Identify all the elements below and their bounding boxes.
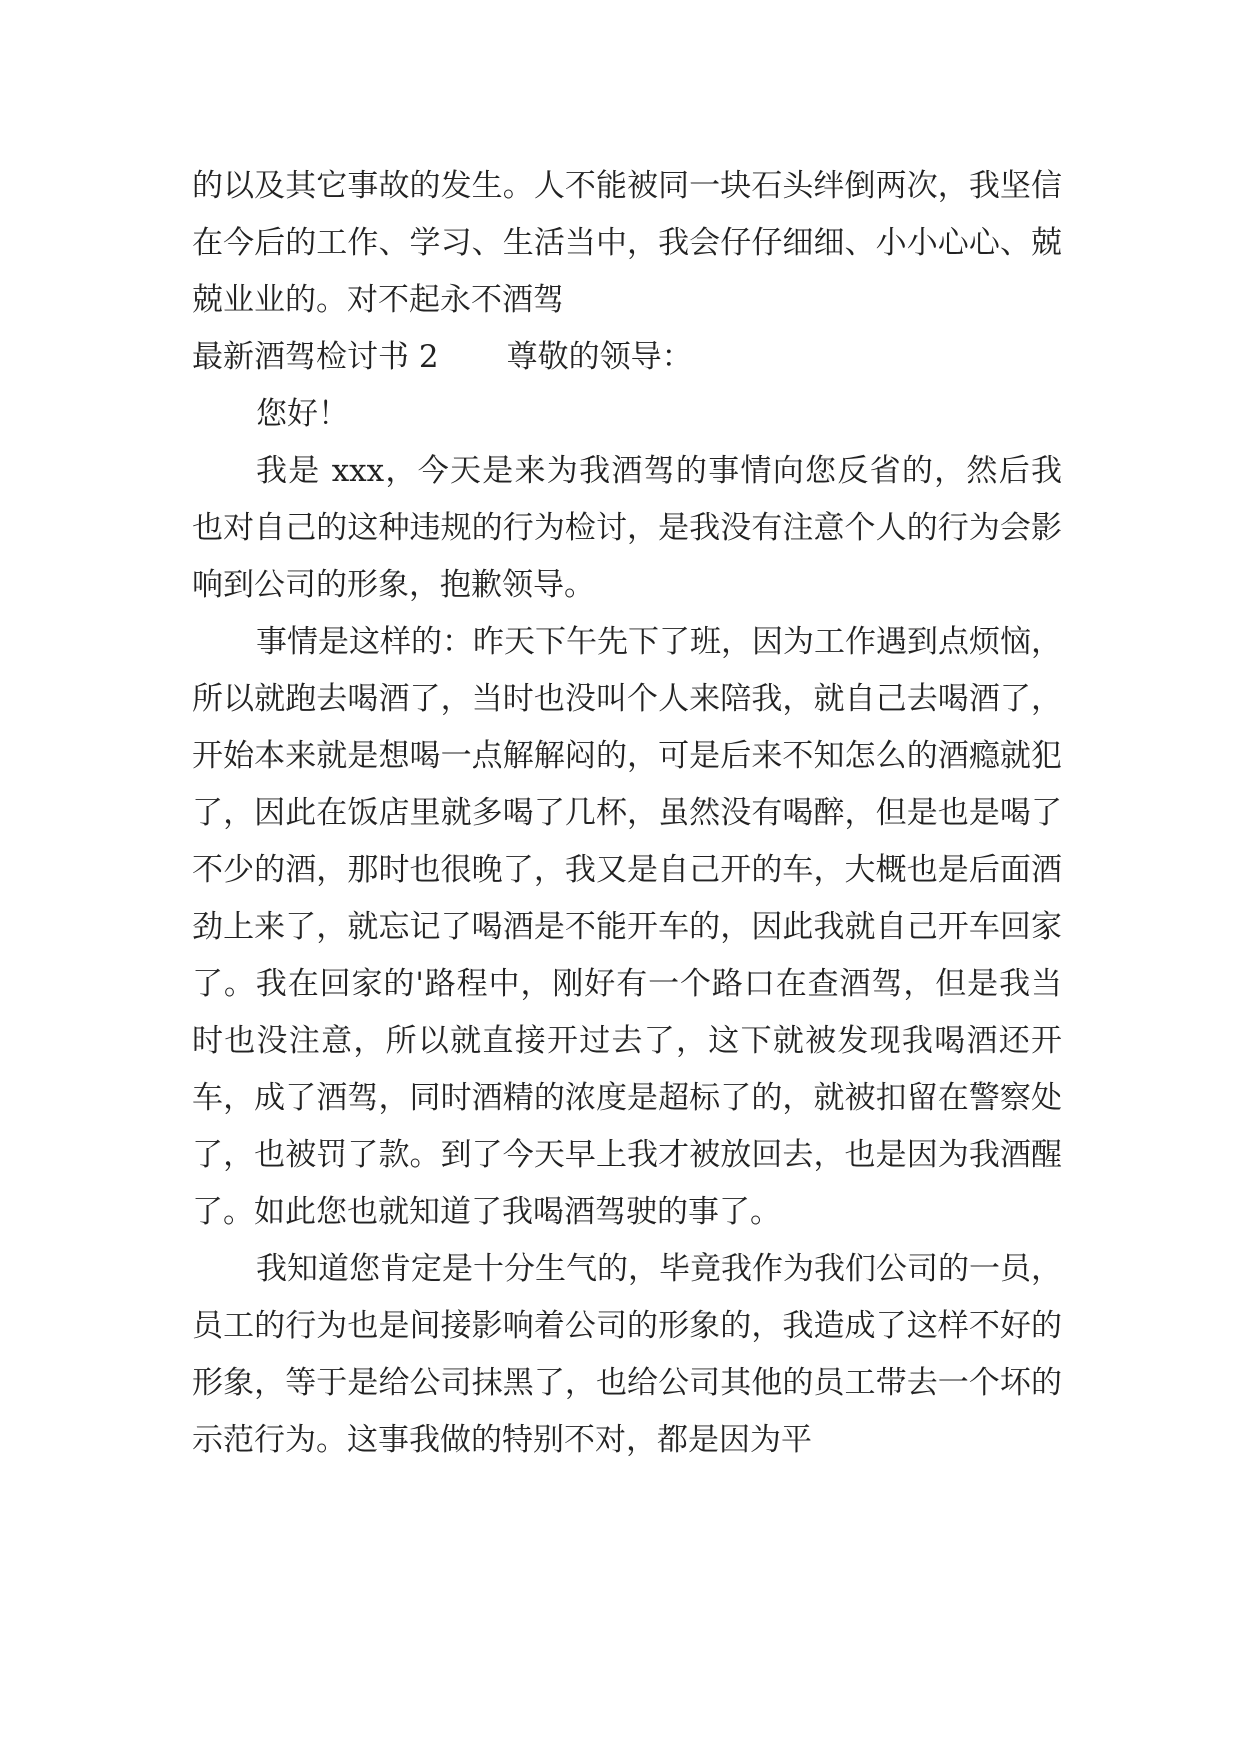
paragraph-reflection: 我知道您肯定是十分生气的，毕竟我作为我们公司的一员，员工的行为也是间接影响着公司的形象的，我造成了这样不好的形象，等于是给公司抹黑了，也给公司其他的员工带去一个坏的示范行为。这事我做的特别不对，都是因为平 <box>192 1251 1062 1458</box>
section-title: 最新酒驾检讨书 2 <box>192 339 439 375</box>
paragraph-introduction: 我是 xxx，今天是来为我酒驾的事情向您反省的，然后我也对自己的这种违规的行为检讨，是我没有注意个人的行为会影响到公司的形象，抱歉领导。 <box>192 453 1062 603</box>
paragraph-incident: 事情是这样的：昨天下午先下了班，因为工作遇到点烦恼，所以就跑去喝酒了，当时也没叫个人来陪我，就自己去喝酒了，开始本来就是想喝一点解解闷的，可是后来不知怎么的酒瘾就犯了，因此在饭店里就多喝了几杯，虽然没有喝醉，但是也是喝了不少的酒，那时也很晚了，我又是自己开的车，大概也是后面酒劲上来了，就忘记了喝酒是不能开车的，因此我就自己开车回家了。我在回家的'路程中，刚好有一个路口在查酒驾，但是我当时也没注意，所以就直接开过去了，这下就被发现我喝酒还开车，成了酒驾，同时酒精的浓度是超标了的，就被扣留在警察处了，也被罚了款。到了今天早上我才被放回去，也是因为我酒醒了。如此您也就知道了我喝酒驾驶的事了。 <box>192 624 1062 1230</box>
salutation: 尊敬的领导： <box>506 339 693 375</box>
greeting: 您好！ <box>256 396 349 432</box>
section-heading-line <box>192 329 1062 386</box>
document-body <box>192 158 1062 1469</box>
paragraph-continuation: 的以及其它事故的发生。人不能被同一块石头绊倒两次，我坚信在今后的工作、学习、生活当中，我会仔仔细细、小小心心、兢兢业业的。对不起永不酒驾 <box>192 168 1062 318</box>
